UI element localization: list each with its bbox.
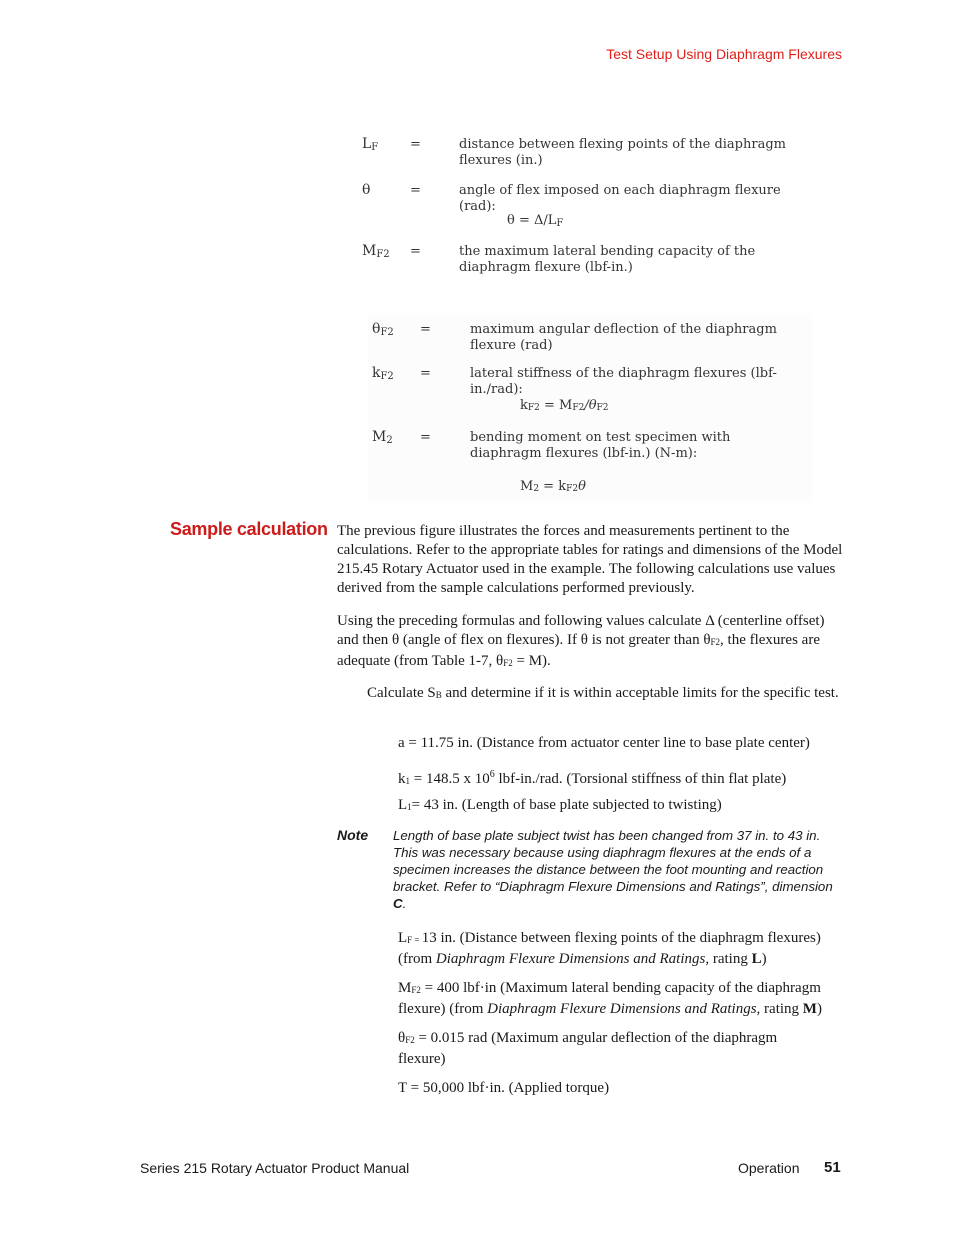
def-equals: = (420, 322, 431, 337)
def-text-mf2: the maximum lateral bending capacity of the diaphragm flexure (lbf-in.) (459, 244, 756, 275)
def-text-lf: distance between flexing points of the diaphragm flexures (in.) (459, 137, 786, 168)
def-symbol-m2: $M_2$ (372, 429, 393, 446)
note-label: Note (337, 827, 369, 843)
paragraph-formulas: Using the preceding formulas and following values calculate Δ (centerline offset) and then θ (angle of flex on flexures). If θ is not greater than $\theta_{F2}$, the flexures are adequate (from Table 1-7, $\theta_{F2} = M$). (337, 613, 825, 669)
def-symbol-theta: θ (362, 182, 371, 198)
def-text-kf2: lateral stiffness of the diaphragm flexures (lbf-in./rad): (470, 366, 777, 397)
def-symbol-kf2: $k_{F2}$ (372, 365, 394, 382)
def-text-m2: bending moment on test specimen with diaphragm flexures (lbf-in.) (N-m): (470, 430, 731, 461)
value-mf2: $M_{F2} = 400$ lbf·in (Maximum lateral bending capacity of the diaphragm flexure) (from Diaphragm Flexure Dimensions and Ratings, rating M) (398, 980, 822, 1017)
formula-theta: $\theta = \Delta/L_F$ (507, 213, 564, 229)
def-symbol-mf2: $M_{F2}$ (362, 243, 390, 260)
def-symbol-thetaf2: $\theta_{F2}$ (372, 321, 394, 338)
def-equals: = (420, 366, 431, 381)
footer-manual-title: Series 215 Rotary Actuator Product Manual (140, 1160, 410, 1176)
paragraph-intro: The previous figure illustrates the forces and measurements pertinent to the calculations. Refer to the appropriate tables for ratings and dimensions of the Model 215.45 Rotary Actuator used in the example. The following calculations use values derived from the sample calculations performed previously. (337, 523, 843, 596)
value-a: a = 11.75 in. (Distance from actuator center line to base plate center) (398, 735, 810, 751)
note-text: Length of base plate subject twist has been changed from 37 in. to 43 in. This was necessary because using diaphragm flexures at the ends of a specimen increases the distance between the foot mounting and reaction bracket. Refer to “Diaphragm Flexure Dimensions and Ratings”, dimension C. (393, 828, 833, 911)
value-l1: $L_1= 43$ in. (Length of base plate subjected to twisting) (398, 797, 722, 813)
value-k1: $k_1 = 148.5$ x $10^6$ lbf-in./rad. (Torsional stiffness of thin flat plate) (398, 769, 787, 787)
section-heading: Sample calculation (170, 519, 328, 539)
running-header: Test Setup Using Diaphragm Flexures (606, 46, 842, 62)
def-text-thetaf2: maximum angular deflection of the diaphragm flexure (rad) (470, 322, 777, 353)
paragraph-calculate-sb: Calculate $S_B$ and determine if it is within acceptable limits for the specific test. (367, 685, 839, 701)
value-torque: T = 50,000 lbf·in. (Applied torque) (398, 1080, 610, 1096)
footer-chapter: Operation (738, 1160, 800, 1176)
def-equals: = (420, 430, 431, 445)
value-thetaf2: $\theta_{F2} = 0.015$ rad (Maximum angular deflection of the diaphragm flexure) (398, 1030, 778, 1067)
def-equals: = (410, 137, 421, 152)
formula-m2: $M_2 = k_{F2}\theta$ (520, 479, 586, 494)
page-number: 51 (824, 1159, 841, 1176)
def-equals: = (410, 244, 421, 259)
formula-kf2: $k_{F2} = M_{F2}/\theta_{F2}$ (520, 398, 609, 413)
def-symbol-lf: $L_F$ (362, 136, 379, 153)
def-equals: = (410, 183, 421, 198)
value-lf: $L_{F =}$ 13 in. (Distance between flexing points of the diaphragm flexures) (from Diaphragm Flexure Dimensions and Ratings, rating L) (398, 930, 821, 967)
def-text-theta: angle of flex imposed on each diaphragm flexure (rad): (459, 183, 781, 214)
